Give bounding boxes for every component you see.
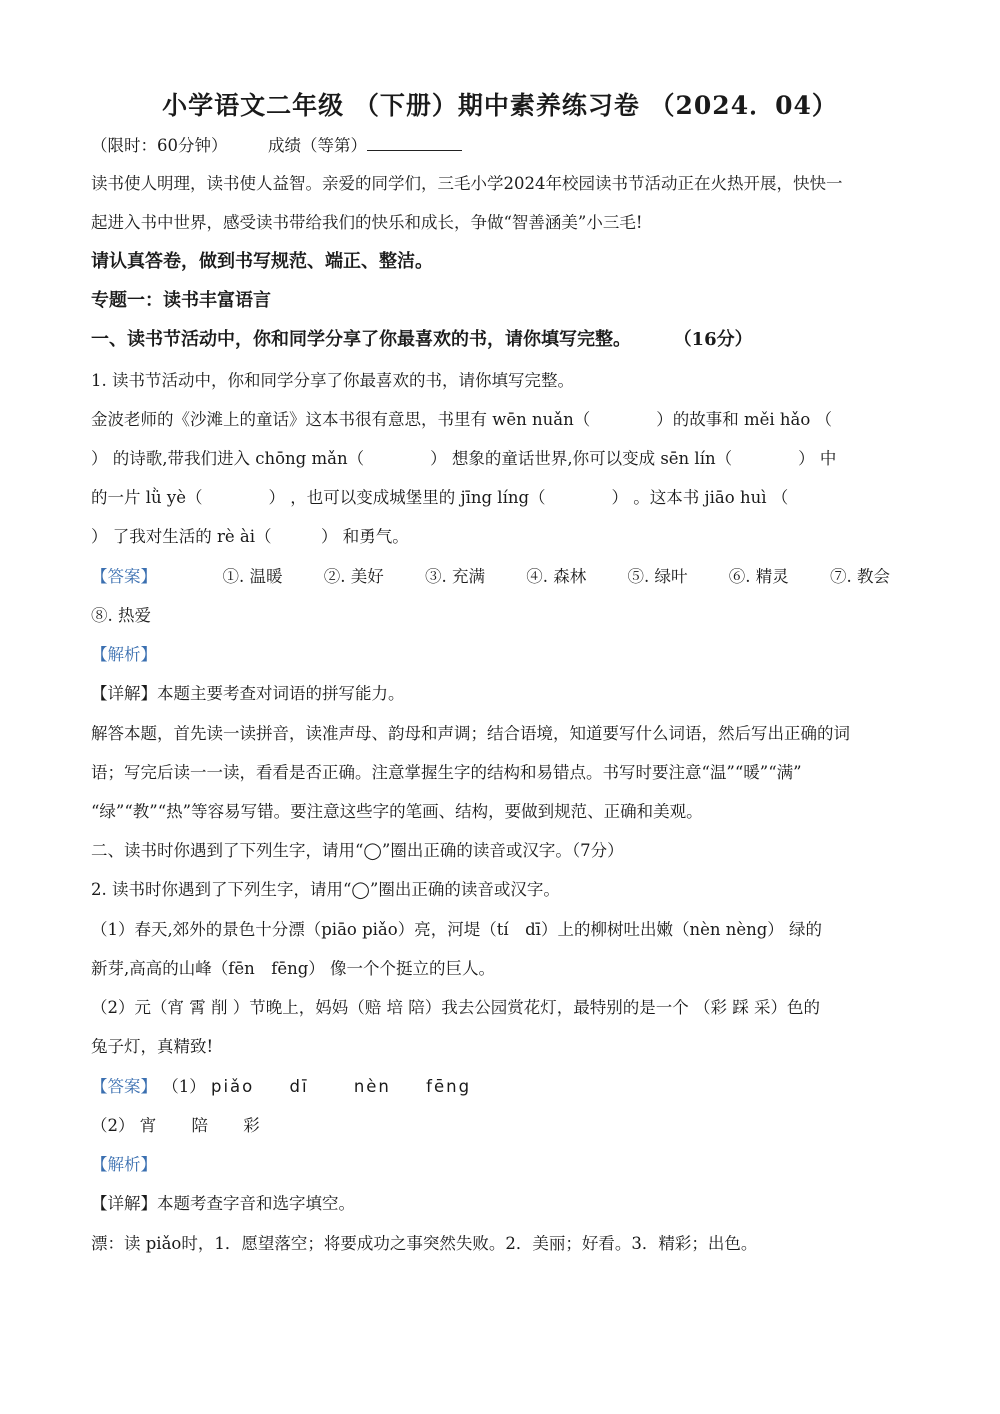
analysis-label: 【解析】	[91, 645, 157, 664]
time-limit: （限时：60分钟）	[91, 136, 228, 155]
answer2-line-1	[91, 1076, 911, 1098]
detail-1: 【详解】本题主要考查对词语的拼写能力。	[91, 684, 405, 703]
question2-stem: 2. 读书时你遇到了下列生字，请用“◯”圈出正确的读音或汉字。	[91, 880, 560, 899]
question2-line-3: （2）元（宵 霄 削 ）节晚上，妈妈（赔 培 陪）我去公园赏花灯，最特别的是一个 （彩 踩 采）色的	[91, 998, 820, 1017]
answer-label: 【答案】	[91, 567, 157, 586]
answer-item: ①. 温暖	[222, 567, 283, 586]
instruction: 请认真答卷，做到书写规范、端正、整洁。	[91, 251, 433, 272]
question1-line-2: ） 的诗歌,带我们进入 chōng mǎn（ ） 想象的童话世界,你可以变成 sēn lín（ ） 中	[91, 449, 837, 468]
answer-item: 宵	[139, 1116, 157, 1135]
answer-item: ③. 充满	[425, 567, 485, 586]
meta-line	[91, 134, 911, 157]
section1-heading	[91, 329, 911, 351]
score-blank	[367, 134, 462, 151]
explain-2: 漂：读 piǎo时，1．愿望落空；将要成功之事突然失败。2．美丽；好看。3．精彩；出色。	[91, 1234, 758, 1253]
explain-1-line-1: 解答本题，首先读一读拼音，读准声母、韵母和声调；结合语境，知道要写什么词语，然后写出正确的词	[91, 724, 850, 743]
question2-line-4: 兔子灯，真精致!	[91, 1037, 214, 1056]
question1-line-3: 的一片 lǜ yè（ ） ，也可以变成城堡里的 jīng líng（ ） 。这本书 jiāo huì （	[91, 488, 789, 507]
question2-line-1: （1）春天,郊外的景色十分漂（piāo piǎo）亮，河堤（tí dī）上的柳树吐出嫩（nèn nèng） 绿的	[91, 920, 823, 939]
question2-line-2: 新芽,高高的山峰（fēn fēng） 像一个个挺立的巨人。	[91, 959, 496, 978]
answer2-prefix-1: （1）	[162, 1077, 206, 1096]
answer-item: fēng	[426, 1077, 472, 1096]
question1-line-1: 金波老师的《沙滩上的童话》这本书很有意思，书里有 wēn nuǎn（ ）的故事和 měi hǎo （	[91, 410, 833, 429]
question1-stem: 1. 读书节活动中，你和同学分享了你最喜欢的书，请你填写完整。	[91, 371, 574, 390]
answer-item: ⑥. 精灵	[728, 567, 789, 586]
page-title: 小学语文二年级 （下册）期中素养练习卷 （2024．04）	[162, 91, 838, 120]
answer-item: ④. 森林	[526, 567, 587, 586]
analysis-label-2: 【解析】	[91, 1155, 157, 1174]
answer-item: ⑦. 教会	[830, 567, 890, 586]
answer-item: piǎo	[211, 1077, 255, 1096]
answer2-prefix-2: （2）	[91, 1116, 135, 1135]
explain-1-line-2: 语；写完后读一一读，看看是否正确。注意掌握生字的结构和易错点。书写时要注意“温”“暖”“满”	[91, 763, 802, 782]
intro-line-1: 读书使人明理，读书使人益智。亲爱的同学们，三毛小学2024年校园读书节活动正在火热开展，快快一	[91, 174, 843, 193]
answer-label: 【答案】	[91, 1077, 157, 1096]
detail-2: 【详解】本题考查字音和选字填空。	[91, 1194, 355, 1213]
answer-item: ②. 美好	[323, 567, 384, 586]
question1-line-4: ） 了我对生活的 rè ài（ ） 和勇气。	[91, 527, 409, 546]
section1-heading-text: 一、读书节活动中，你和同学分享了你最喜欢的书，请你填写完整。	[91, 329, 631, 350]
answer-item: ⑤. 绿叶	[627, 567, 688, 586]
intro-line-2: 起进入书中世界，感受读书带给我们的快乐和成长，争做“智善涵美”小三毛!	[91, 213, 643, 232]
answer-item: dī	[289, 1077, 309, 1096]
topic-heading: 专题一：读书丰富语言	[91, 290, 271, 311]
answer-item: 陪	[191, 1116, 208, 1135]
score-label: 成绩（等第）	[268, 136, 367, 155]
answer-item: nèn	[353, 1077, 391, 1096]
explain-1-line-3: “绿”“教”“热”等容易写错。要注意这些字的笔画、结构，要做到规范、正确和美观。	[91, 802, 703, 821]
answer1-last: ⑧. 热爱	[91, 606, 151, 625]
answer2-line-2	[91, 1115, 911, 1137]
section2-heading: 二、读书时你遇到了下列生字，请用“◯”圈出正确的读音或汉字。（7分）	[91, 841, 624, 860]
answer-item: 彩	[243, 1116, 260, 1135]
section1-score: （16分）	[673, 329, 753, 350]
answer1-line	[91, 566, 911, 588]
